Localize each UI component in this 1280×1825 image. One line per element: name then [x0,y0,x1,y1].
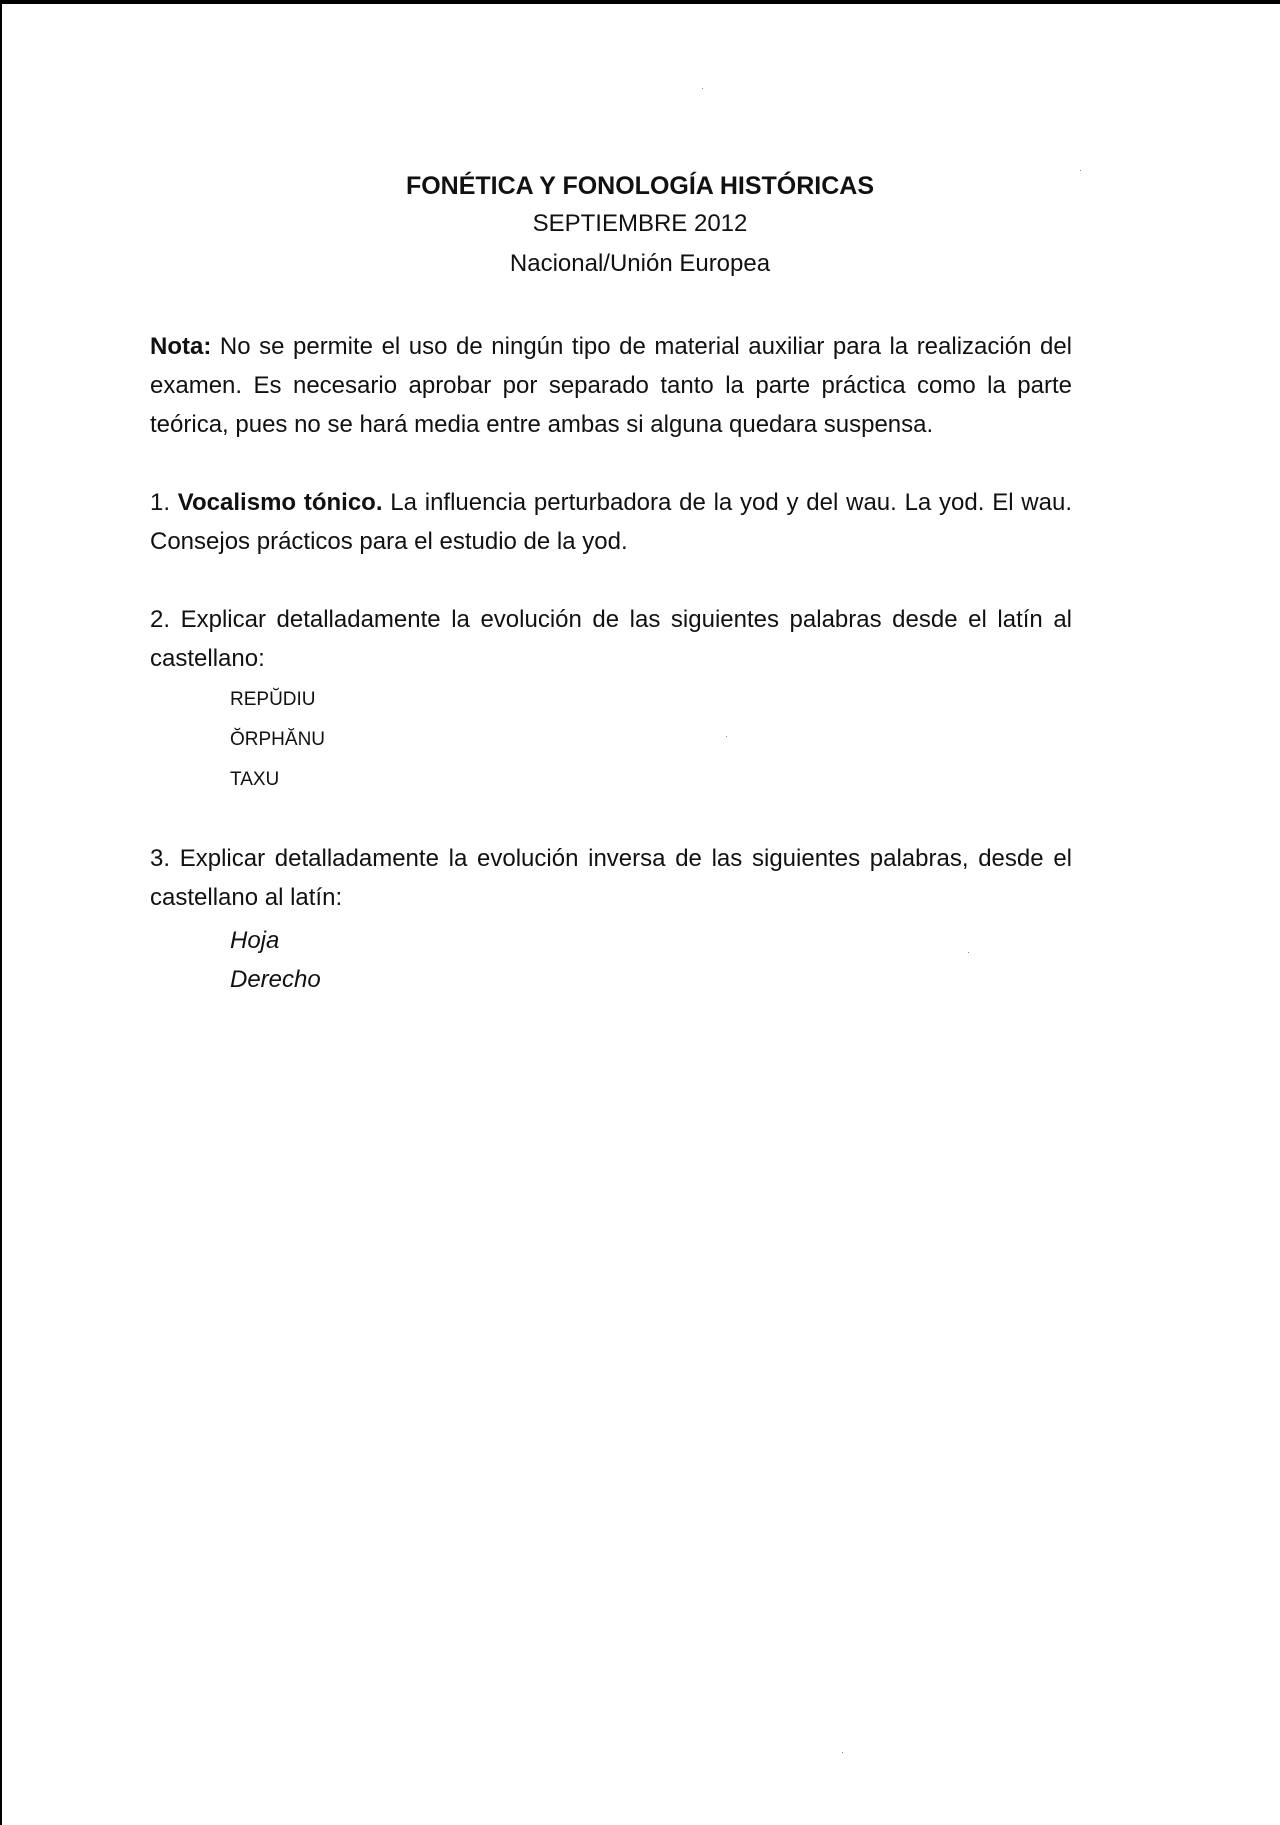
exam-date: SEPTIEMBRE 2012 [532,210,748,237]
note-label: Nota: [150,333,212,360]
question-3-text: 3. Explicar detalladamente la evolución inversa de las siguientes palabras, desde el castellano al latín: [150,845,1072,911]
latin-word: REPŬDIU [230,689,316,710]
question-1-topic: Vocalismo tónico. [177,489,383,516]
exam-title: FONÉTICA Y FONOLOGÍA HISTÓRICAS [405,172,875,200]
scan-speck [842,1752,843,1753]
scan-speck [702,88,703,89]
question-1 [150,483,1072,561]
spanish-word: Hoja [230,927,280,954]
question-2-text: 2. Explicar detalladamente la evolución de las siguientes palabras desde el latín al castellano: [150,606,1072,672]
question-1-text: La influencia perturbadora de la yod y del wau. La yod. El wau. Consejos prácticos para el estudio de la yod. [150,489,1073,555]
latin-word: TAXU [230,769,280,790]
scan-speck [726,736,727,737]
question-1-number: 1. [150,489,178,516]
question-2-word-list [230,680,1072,800]
scan-border-top [0,0,1280,4]
question-3 [150,839,1072,917]
note-text: No se permite el uso de ningún tipo de material auxiliar para la realización del examen. Es necesario aprobar por separado tanto la parte práctica como la parte teórica, pues no se hará media entre ambas si alguna quedara suspensa. [150,333,1072,438]
exam-header [0,168,1280,284]
scan-speck [1080,170,1081,171]
question-3-word-list [230,921,1072,999]
exam-body [150,327,1072,1038]
exam-scope: Nacional/Unión Europea [509,250,771,277]
spanish-word: Derecho [230,966,321,993]
exam-note [150,327,1072,444]
latin-word: ŎRPHĂNU [230,729,326,750]
question-2 [150,600,1072,678]
scan-speck [968,952,969,953]
